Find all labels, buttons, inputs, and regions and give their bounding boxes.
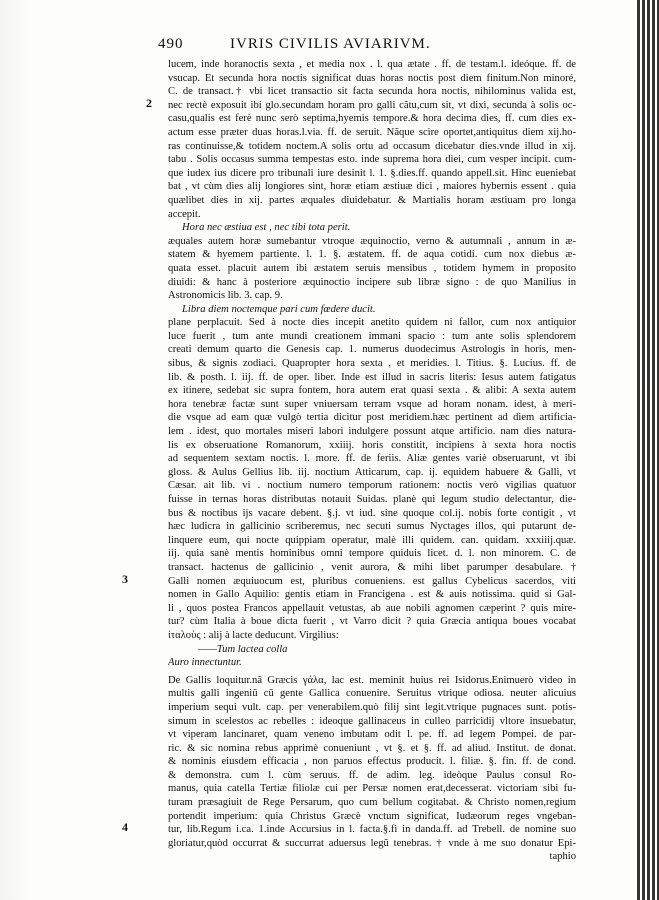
text-line: tur, lib.Regum i.ca. 1.inde Accursius in l. facta.§.fi in danda.ff. ad Trebell. de nomine suo — [168, 824, 576, 836]
verse-quote: Libra diem noctemque pari cum fœdere ducit. — [182, 303, 376, 315]
verse-quote: Hora nec æstiua est , nec tibi tota perit. — [182, 222, 351, 234]
text-line: li , quos postea Francos appellauit vetustas, ab aue nobili agnomen cæperint ? quis mire- — [168, 602, 576, 614]
text-line: ἰταλοὺς : alij à lacte deducunt. Virgilius: — [168, 629, 339, 641]
text-line: nec rectè exposuit ibi glo.secundam horam pro galli cãtu,cum sit, vt dixi, secunda à solis oc- — [168, 99, 576, 111]
text-line: Astronomicis lib. 3. cap. 9. — [168, 290, 283, 302]
text-line: que iudex ius dicere pro tribunali iure desinit l. 1. §.dies.ff. quando appell.sit. Hinc eueniebat — [168, 167, 576, 179]
verse-quote: ——Tum lactea colla — [198, 643, 288, 655]
text-line: imperium sequi vult. cap. per venerabilem.quò filij sint legit.vtrique pugnaces sunt. potis- — [168, 701, 576, 713]
text-line: lib. & posth. l. iij. ff. de oper. liber. Inde est illud in sacris literis: Iesus autem fatigatus — [168, 371, 576, 383]
text-line: tabu . Solis occasus summa tempestas esto. inde suprema hora diei, cum vesper incipit. cum- — [168, 154, 576, 166]
text-line: die vsque ad eam quæ vulgò tertia dicitur post meridiem.hæc pertinent ad diem artificia- — [168, 412, 576, 424]
text-line: Galli nomen æquiuocum est, pluribus conueniens. est gallus Cybelicus sacerdos, viti — [168, 575, 576, 587]
page-header — [158, 36, 548, 56]
text-line: casu,qualis est ferè nunc serò septima,hyemis tempore.& hora decima dies, ff. cum dies ex- — [168, 113, 576, 125]
margin-mark-3: 3 — [122, 572, 128, 586]
text-line: hora tenebræ factæ sunt super vniuersam terram vsque ad horam nonam. idest, à meri- — [168, 398, 576, 410]
text-line: & nominis eiusdem efficacia , non paruos effectus producit. l. filiæ. §. fin. ff. de cond. — [168, 756, 576, 768]
margin-mark-4: 4 — [122, 820, 128, 834]
text-line: multis galli ingeniũ cũ gente Gallica conuenire. Seruitus vtrique odiosa. neuter alicuius — [168, 688, 576, 700]
text-line: portendit imperium: quia Christus Græcè vnctum significat, Iudæorum reges vngeban- — [168, 810, 576, 822]
text-line: Cæsar. ait lib. vi . noctium numero temporum rationem: noctis verò vigilias quatuor — [168, 480, 576, 492]
page-number: 490 — [158, 36, 184, 52]
text-line: statem & hyemem partiente. l. 1. §. æstatem. ff. de aqua cotidi. cum nox diebus æ- — [168, 249, 576, 261]
margin-mark-2: 2 — [146, 96, 152, 110]
text-line: ad sequentem sextam noctis. l. more. ff. de feriis. Aliæ gentes variè obseruarunt, vt ibi — [168, 453, 576, 465]
text-line: C. de transact.† vbi licet transactio sit facta secunda hora noctis, nihilominus valida est, — [168, 86, 576, 98]
page-edge-stack — [637, 0, 659, 900]
text-line: creati demum quarto die Genesis cap. 1. numerus duodecimus Astrologis in horis, men- — [168, 344, 576, 356]
text-line: simum in scelestos ac rebelles : ideoque gallinaceus in culleo parricidij vltore insuebatur, — [168, 715, 576, 727]
text-line: & demonstra. cum l. cùm seruus. ff. de adim. leg. ideòque Paulus consul Ro- — [168, 769, 576, 781]
text-line: diuidi: & hanc à posteriore æquinoctio incipere sub libræ signo : de quo Manilius in — [168, 276, 576, 288]
text-line: lucem, inde horanoctis sexta , et media nox . l. qua ætate . ff. de testam.l. ideóque. ff. de — [168, 59, 576, 70]
text-line: manus, quia catella Tertiæ filiolæ cui per Persæ nomen erat,decesserat. victoriam sibi fu- — [168, 783, 576, 795]
catchword: taphio — [549, 851, 576, 863]
text-line: gloriatur,quòd occurrat & succurrat aduersus legũ tenebras. † vnde à me suo donatur Epi- — [168, 837, 576, 849]
text-line: luce fuerit , tum ante mundi creationem immani spacio : tum ante solis splendorem — [168, 330, 576, 342]
running-title: IVRIS CIVILIS AVIARIVM. — [230, 36, 431, 52]
text-line: actum esse præter duas horas.l.via. ff. de seruit. Nãque scire oportet,antiquitus diem xij.ho- — [168, 126, 576, 138]
body-text — [168, 58, 576, 864]
text-line: plane perplacuit. Sed à nocte dies incepit anetito quidem ni fallor, cum nox antiquior — [168, 317, 576, 329]
text-line: turam præsagiuit de Rege Persarum, quo cum bellum cogitabat. & Christo nomen,regium — [168, 797, 576, 809]
text-line: quata esset. placuit autem ibi æstatem seruis mensibus , totidem hymem in proposito — [168, 262, 576, 274]
text-line: vt viperam lancinaret, quam veneno imbutam odit l. pe. ff. ad legem Pompei. de par- — [168, 729, 576, 741]
text-line: linquere eum, qui nocte quippiam operatur, malè illi quidem. can. quidam. xxxiiij.quæ. — [168, 534, 576, 546]
paragraph-1 — [168, 58, 576, 221]
text-line: æquales autem horæ sumebantur vtroque æquinoctio, verno & autumnali , annum in æ- — [168, 235, 576, 247]
text-line: gloss. & Aulus Gellius lib. iij. noctium Atticarum, cap. ij. equidem habuere & Galli, vt — [168, 466, 576, 478]
text-line: ex itinere, sedebat sic supra fontem, hora autem erat quasi sexta . & alibi: A sexta autem — [168, 385, 576, 397]
text-line: ric. & sic nomina rebus apprimè conueniunt , vt §. et §. ff. ad aliud. Institut. de donat. — [168, 742, 576, 754]
text-line: ras continuisse,& totidem noctem.A solis ortu ad occasum dicebatur dies.vnde illud in xij. — [168, 140, 576, 152]
text-line: bus & noctibus ijs vacare debent. §.j. vt iud. sine quoque col.ij. nobis forte contigit , vt — [168, 507, 576, 519]
text-line: vsucap. Et secunda hora noctis significat duas horas noctis post diem finitum.Non minoré, — [168, 72, 576, 84]
text-line: tur? cùm Italia à boue dicta fuerit , vt Varro dicit ? quia Græcia antiqua boues vocabat — [168, 616, 576, 628]
text-line: lem . idest, quo mortales miseri labori indulgere possunt atque artificio. nam dies natura- — [168, 426, 576, 438]
text-line: nomen in Gallo Aquilio: gentis etiam in Francigena . est & auis notissima. quid si Gal- — [168, 589, 576, 601]
paragraph-4 — [168, 674, 576, 864]
paragraph-3 — [168, 316, 576, 642]
text-line: lis ex obseruatione Romanorum, xxiiij. horis constitit, incipiens à sexta hora noctis — [168, 439, 576, 451]
text-line: iij. quia sanè mentis hominibus omni tempore quiduis licet. d. l. non minorem. C. de — [168, 548, 576, 560]
verse-quote: Auro innectuntur. — [168, 657, 242, 669]
text-line: sibus, & signis zodiaci. Quapropter hora sexta , et meridies. l. Titius. §. Lucius. ff. de — [168, 358, 576, 370]
text-line: accepit. — [168, 208, 201, 220]
text-line: transact. hactenus de gallicinio , venit aurora, & mihi libet parumper desabulare. † — [168, 561, 576, 573]
gutter-shadow — [0, 0, 30, 900]
text-line: quælibet dies in xij. partes æquales diuidebatur. & Martialis horam æstiuam pro longa — [168, 194, 576, 206]
paragraph-2 — [168, 235, 576, 303]
text-line: hæc ludicra in gallicinio scriberemus, nec secuti sumus Nyctages illos, qui putarunt de- — [168, 521, 576, 533]
text-line: De Gallis loquitur.nã Græcis γάλα, lac est. meminit huius rei Isidorus.Enimuerò video in — [168, 674, 576, 686]
text-line: bat , vt cùm dies alij longiores sint, horæ etiam æstiuæ dici , maiores hybernis essent . quia — [168, 181, 576, 193]
text-line: fuisse in ternas horas distributas notauit Suidas. planè qui legum studio delectantur, die- — [168, 494, 576, 505]
